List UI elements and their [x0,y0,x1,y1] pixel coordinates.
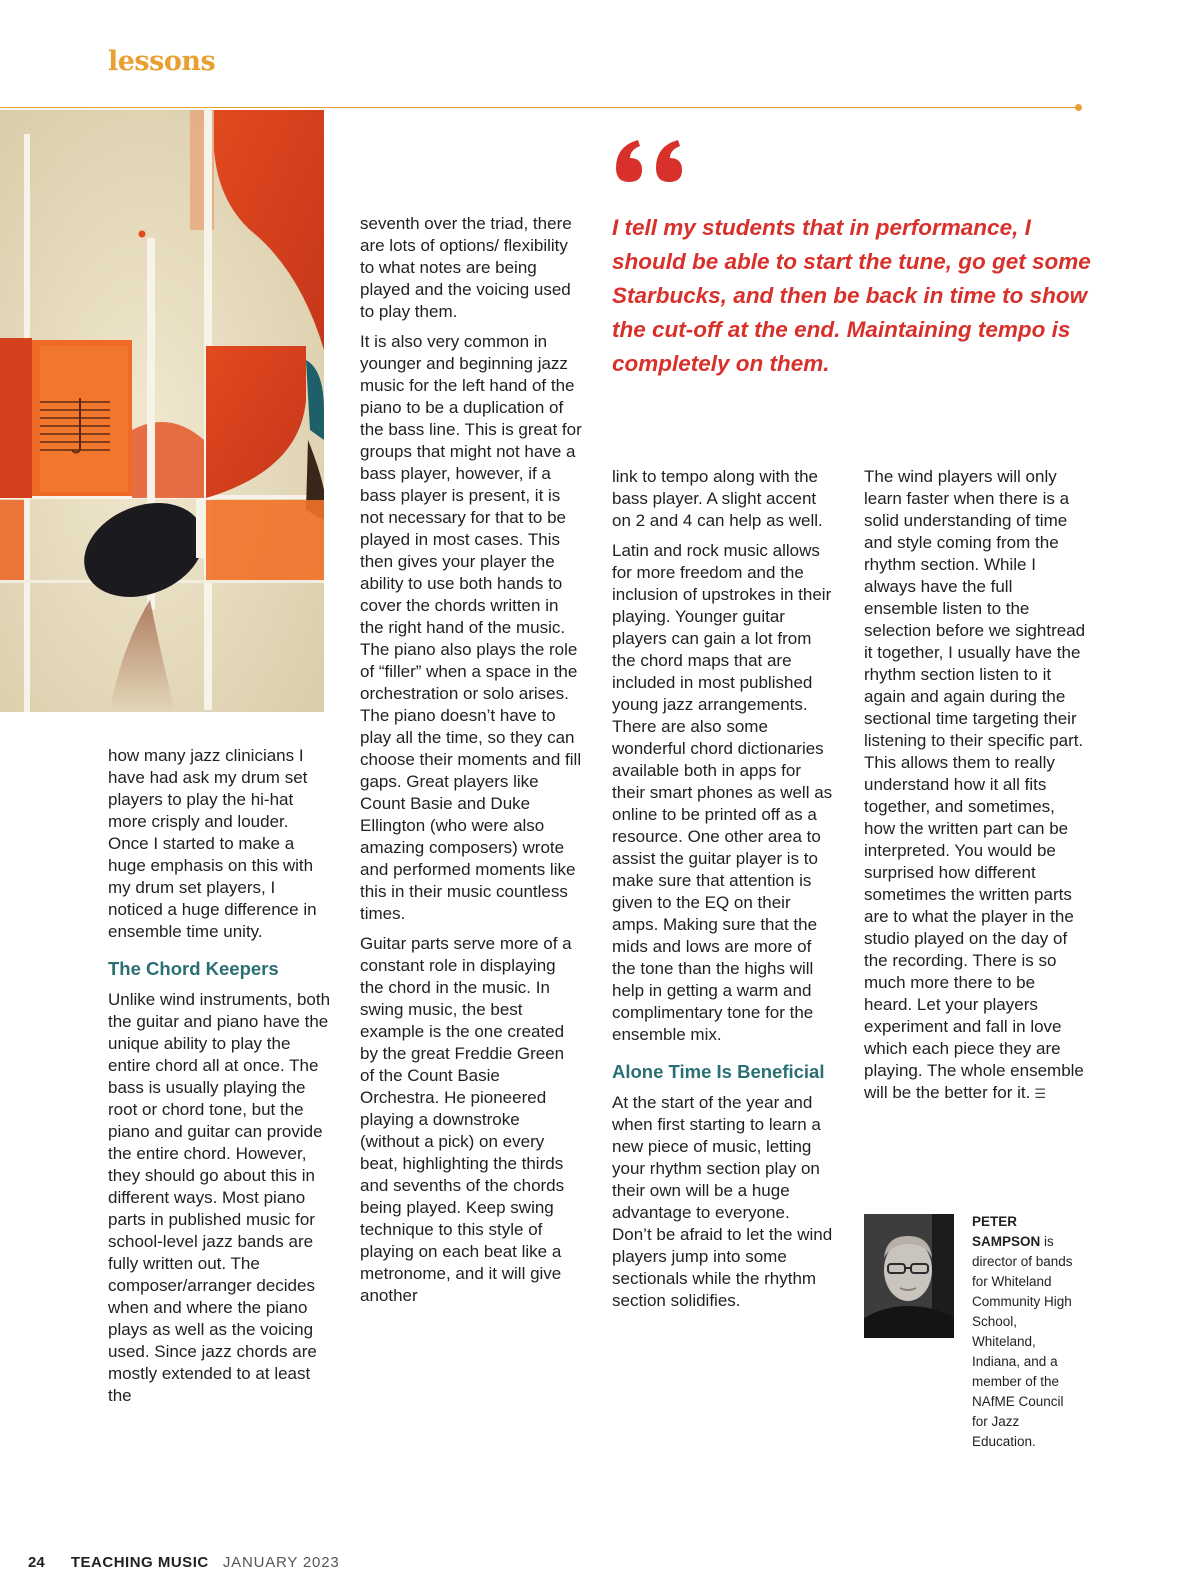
article-column-2 [360,213,582,1315]
author-name: PETER SAMPSON [972,1214,1041,1249]
article-column-4 [864,466,1086,1113]
page-number: 24 [28,1554,45,1571]
body-paragraph: Latin and rock music allows for more freedom and the inclusion of upstrokes in their playing. Younger guitar players can gain a lot from the chord maps that are included in most published young jazz arrangements. There are also some wonderful chord dictionaries available both in apps for their smart phones as well as online to be printed off as a resource. One other area to assist the guitar player is to make sure that attention is given to the EQ on their amps. Making sure that the mids and lows are more of the tone than the highs will help in getting a warm and complimentary tone for the ensemble mix. [612,541,833,1044]
section-label: lessons [108,46,216,77]
author-bio [864,1212,1080,1452]
body-text: The wind players will only learn faster when there is a solid understanding of time and style coming from the rhythm section. While I always have the full ensemble listen to the selection before we sightread it together, I usually have the rhythm section listen to it again and again during the sectional time targeting their listening to their specific part. This allows them to really understand how it all fits together, and sometimes, how the written part can be interpreted. You would be surprised how different sometimes the written parts are to what the player in the studio played on the day of the recording. There is so much more there to be heard. Let your players experiment and fall in love which each piece they are playing. The whole ensemble will be the better for it. [864,467,1086,1102]
body-paragraph: At the start of the year and when first starting to learn a new piece of music, letting your rhythm section play on their own will be a huge advantage to everyone. Don’t be afraid to let the wind players jump into some sectionals while the rhythm section solidifies. [612,1093,833,1310]
pull-quote: I tell my students that in performance, I should be able to start the tune, go get some Starbucks, and then be back in time to show the cut-off at the end. Maintaining tempo is completely on them. [612,215,1091,376]
header-rule-dot [1075,104,1082,111]
body-paragraph [864,466,1086,1105]
body-paragraph: It is also very common in younger and beginning jazz music for the left hand of the piano to be a duplication of the bass line. This is great for groups that might not have a bass player, however, if a bass player is present, it is not necessary for that to be played in most cases. This then gives your player the ability to use both hands to cover the chords written in the right hand of the music. The piano also plays the role of “filler” when a space in the orchestration or solo arises. The piano doesn’t have to play all the time, so they can choose their moments and fill gaps. Great players like Count Basie and Duke Ellington (who were also amazing composers) wrote and performed moments like this in their music countless times. [360,332,582,923]
section-heading-alone-time: Alone Time Is Beneficial [612,1061,825,1082]
section-heading-chord-keepers: The Chord Keepers [108,958,279,979]
article-column-1 [108,745,332,1415]
body-paragraph: seventh over the triad, there are lots of options/ flexibility to what notes are being played and the voicing used to play them. [360,214,572,321]
magazine-name: TEACHING MUSIC [70,1554,209,1571]
header-rule [0,107,1078,108]
music-note-abstract-art [0,110,324,712]
author-bio-text: is director of bands for Whiteland Community High School, Whiteland, Indiana, and a member of the NAfME Council for Jazz Education. [972,1234,1073,1449]
article-column-3 [612,466,834,1320]
page-footer [28,1554,339,1571]
body-paragraph: Unlike wind instruments, both the guitar and piano have the unique ability to play the entire chord all at once. The bass is usually playing the root or chord tone, but the piano and guitar can provide the entire chord. However, they should go about this in different ways. Most piano parts in published music for school-level jazz bands are fully written out. The composer/arranger decides when and where the piano plays as well as the voicing used. Since jazz chords are mostly extended to at least the [108,990,331,1405]
end-of-article-icon: ☰ [1034,1086,1046,1101]
body-paragraph: link to tempo along with the bass player. A slight accent on 2 and 4 can help as well. [612,467,823,530]
body-paragraph: how many jazz clinicians I have had ask my drum set players to play the hi-hat more crisply and louder. Once I started to make a huge emphasis on this with my drum set players, I noticed a huge difference in ensemble time unity. [108,746,317,941]
issue-date: JANUARY 2023 [222,1554,340,1571]
quote-marks-icon [612,138,692,184]
body-paragraph: Guitar parts serve more of a constant role in displaying the chord in the music. In swing music, the best example is the one created by the great Freddie Green of the Count Basie Orchestra. He pioneered playing a downstroke (without a pick) on every beat, highlighting the thirds and sevenths of the chords being played. Keep swing technique to this style of playing on each beat like a metronome, and it will give another [360,934,572,1305]
